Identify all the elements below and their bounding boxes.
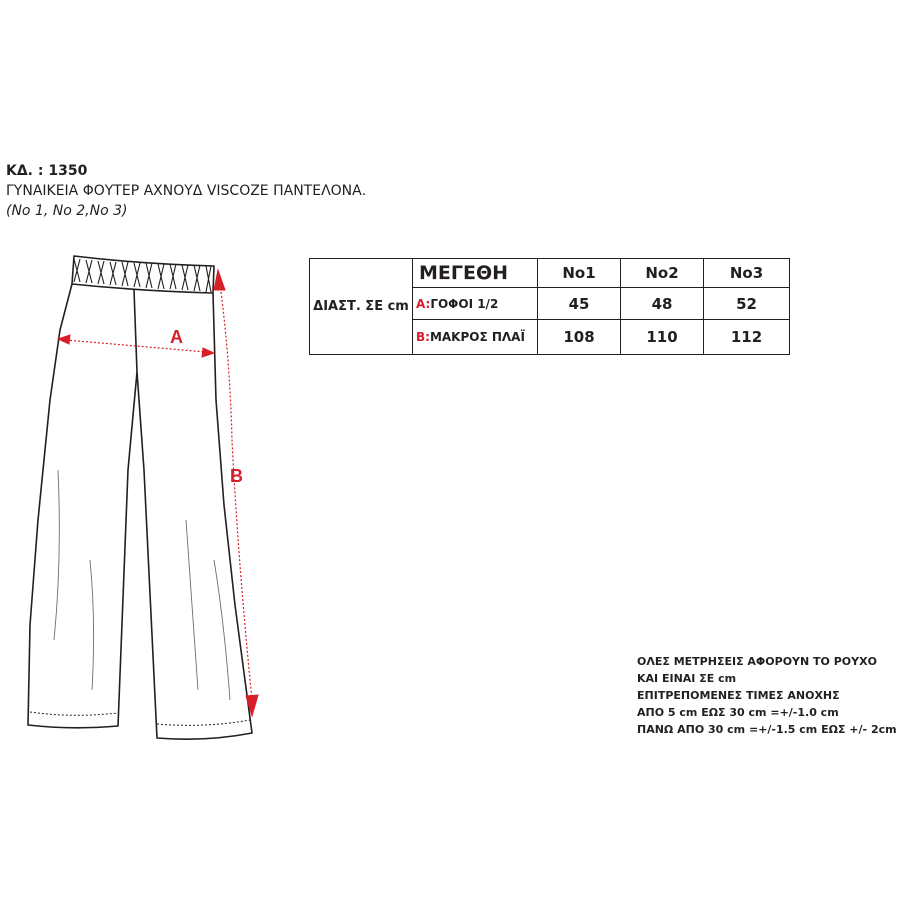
size-column-header: No3 [704,259,790,288]
table-cell: 112 [704,320,790,355]
measurement-letter: B: [416,330,430,344]
available-sizes-note: (No 1, No 2,No 3) [6,203,128,219]
table-cell: 108 [538,320,621,355]
measurement-b-line [214,270,258,716]
tolerance-notes [637,653,897,738]
note-line: ΟΛΕΣ ΜΕΤΡΗΣΕΙΣ ΑΦΟΡΟΥΝ ΤΟ ΡΟΥΧΟ [637,655,877,668]
measurement-label [413,320,538,355]
table-cell: 45 [538,288,621,320]
table-cell: 52 [704,288,790,320]
note-line: ΠΑΝΩ ΑΠΟ 30 cm =+/-1.5 cm ΕΩΣ +/- 2cm [637,723,897,736]
size-column-header: No1 [538,259,621,288]
measurement-name: ΜΑΚΡΟΣ ΠΛΑΪ [429,330,525,344]
measurement-name: ΓΟΦΟΙ 1/2 [430,296,499,311]
note-line: ΑΠΟ 5 cm ΕΩΣ 30 cm =+/-1.0 cm [637,706,839,719]
table-cell: 48 [621,288,704,320]
dimension-label: ΔΙΑΣΤ. ΣΕ cm [310,259,413,355]
size-column-header: No2 [621,259,704,288]
table-cell: 110 [621,320,704,355]
product-description: ΓΥΝΑΙΚΕΙΑ ΦΟΥΤΕΡ ΑΧΝΟΥΔ VISCOZE ΠΑΝΤΕΛΟΝΑ. [6,183,367,199]
note-line: ΚΑΙ ΕΙΝΑΙ ΣΕ cm [637,672,737,685]
note-line: ΕΠΙΤΡΕΠΟΜΕΝΕΣ ΤΙΜΕΣ ΑΝΟΧΗΣ [637,689,840,702]
measurement-a-label: A [170,327,183,347]
pants-technical-drawing [0,0,300,900]
sizes-header: ΜΕΓΕΘΗ [413,259,538,288]
measurement-label [413,288,538,320]
product-code: ΚΔ. : 1350 [6,163,88,179]
table-header-row [310,259,790,288]
waistband [72,256,214,293]
pants-outline [28,284,252,739]
size-chart-table [309,258,790,355]
measurement-b-label: B [230,466,243,486]
measurement-letter: A: [416,296,431,311]
